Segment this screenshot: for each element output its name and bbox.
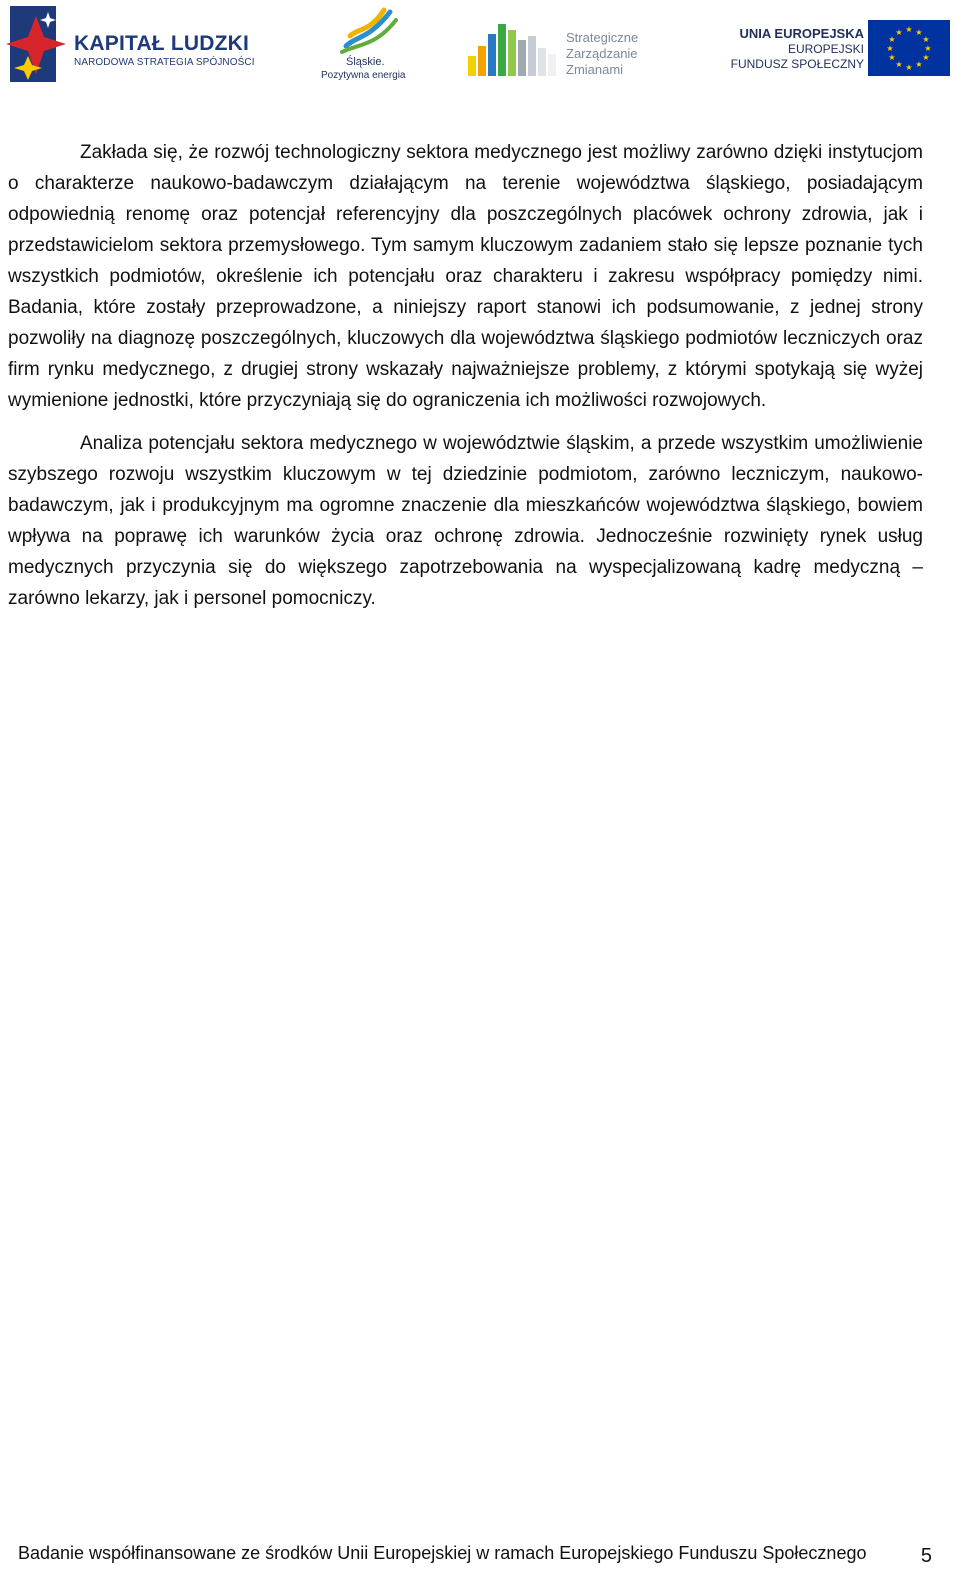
page-header — [0, 0, 960, 92]
svg-text:★: ★ — [895, 60, 903, 69]
footer-text: Badanie współfinansowane ze środków Unii Europejskiej w ramach Europejskiego Funduszu Społecznego — [18, 1543, 867, 1563]
svg-text:★: ★ — [915, 28, 923, 37]
svg-text:★: ★ — [905, 63, 913, 72]
kapital-ludzki-subtitle: NARODOWA STRATEGIA SPÓJNOŚCI — [74, 57, 255, 68]
svg-text:★: ★ — [924, 44, 932, 53]
slaskie-waves-icon — [340, 6, 400, 54]
slaskie-name: Śląskie. — [346, 56, 385, 68]
svg-text:★: ★ — [886, 44, 894, 53]
unia-line2: EUROPEJSKI — [787, 42, 864, 56]
kapital-ludzki-title: KAPITAŁ LUDZKI — [74, 32, 250, 55]
svg-text:★: ★ — [888, 53, 896, 62]
svg-text:★: ★ — [888, 35, 896, 44]
unia-line3: FUNDUSZ SPOŁECZNY — [730, 57, 864, 71]
strategiczne-line2: Zarządzanie — [566, 46, 638, 61]
svg-text:★: ★ — [905, 25, 913, 34]
page-footer — [18, 1543, 948, 1573]
kapital-ludzki-emblem-icon — [6, 4, 68, 84]
svg-text:★: ★ — [915, 60, 923, 69]
paragraph-1: Zakłada się, że rozwój technologiczny sektora medycznego jest możliwy zarówno dzięki instytucjom o charakterze naukowo-badawczym działającym na terenie województwa śląskiego, posiadającym odpowiednią renomę oraz potencjał referencyjny dla poszczególnych placówek ochrony zdrowia, jak i przedstawicielom sektora przemysłowego. Tym samym kluczowym zadaniem stało się lepsze poznanie tych wszystkich podmiotów, określenie ich potencjału oraz charakteru i zakresu współpracy pomiędzy nimi. Badania, które zostały przeprowadzone, a niniejszy raport stanowi ich podsumowanie, z jednej strony pozwoliły na diagnozę poszczególnych, kluczowych dla województwa śląskiego podmiotów leczniczych oraz firm rynku medycznego, z drugiej strony wskazały najważniejsze problemy, z którymi spotykają się wyżej wymienione jednostki, które przyczyniają się do ograniczenia ich możliwości rozwojowych. — [8, 142, 923, 411]
paragraph-2: Analiza potencjału sektora medycznego w województwie śląskim, a przede wszystkim umożliwienie szybszego rozwoju wszystkim kluczowym w tej dziedzinie podmiotom, zarówno leczniczym, naukowo-badawczym, jak i produkcyjnym ma ogromne znaczenie dla mieszkańców województwa śląskiego, bowiem wpływa na poprawę ich warunków życia oraz ochronę zdrowia. Jednocześnie rozwinięty rynek usług medycznych przyczynia się do większego zapotrzebowania na wyspecjalizowaną kadrę medyczną – zarówno lekarzy, jak i personel pomocniczy. — [8, 433, 923, 609]
strategiczne-line1: Strategiczne — [566, 30, 639, 45]
strategiczne-zarzadzanie-logo — [466, 16, 666, 80]
svg-text:★: ★ — [895, 28, 903, 37]
kapital-ludzki-logo — [6, 4, 255, 86]
svg-text:★: ★ — [922, 53, 930, 62]
slaskie-tagline: Pozytywna energia — [321, 70, 406, 81]
slaskie-logo — [318, 6, 418, 84]
document-body — [8, 137, 923, 614]
page-number: 5 — [920, 1545, 932, 1567]
bar-chart-graphic-icon — [466, 16, 566, 80]
unia-europejska-logo — [720, 20, 950, 80]
eu-flag-icon — [868, 20, 950, 76]
svg-text:★: ★ — [922, 35, 930, 44]
unia-line1: UNIA EUROPEJSKA — [739, 26, 864, 41]
strategiczne-line3: Zmianami — [566, 62, 624, 77]
